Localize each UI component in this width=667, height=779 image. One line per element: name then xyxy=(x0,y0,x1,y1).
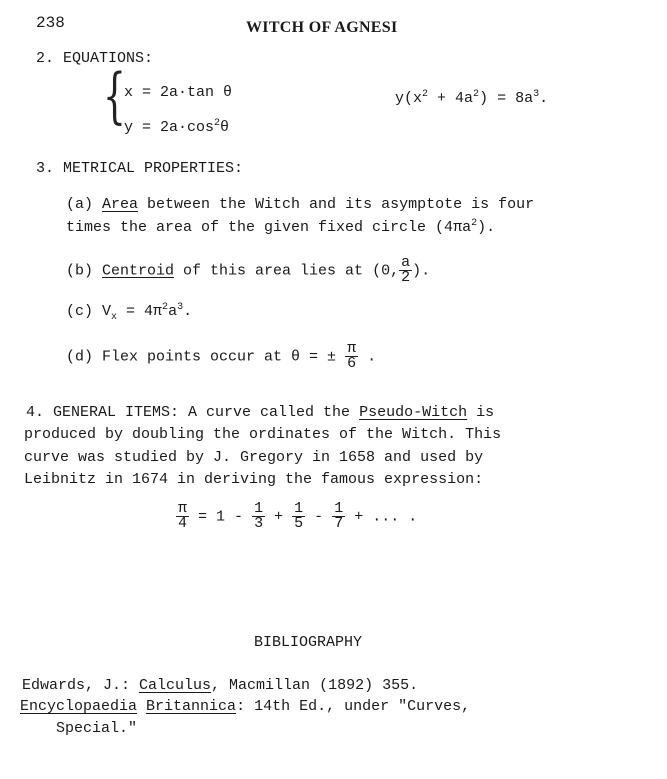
metrical-heading: 3. METRICAL PROPERTIES: xyxy=(36,160,244,177)
term-centroid: Centroid xyxy=(102,262,175,280)
property-a-line1: (a) Area between the Witch and its asymptote is four xyxy=(66,196,535,213)
term-area: Area xyxy=(102,196,139,213)
leibniz-series: $\frac{\pi}{4}$ = 1 - $\frac{1}{3}$ + $\frac{1}{5}$ - $\frac{1}{7}$ + ... . xyxy=(178,500,418,532)
bibliography-entry-britannica: Encyclopaedia Britannica: 14th Ed., under "Curves, xyxy=(20,698,471,715)
title-encyclopaedia: Encyclopaedia xyxy=(20,698,138,715)
title-calculus: Calculus xyxy=(139,677,212,694)
general-line2: produced by doubling the ordinates of the Witch. This xyxy=(24,426,502,443)
bibliography-heading: BIBLIOGRAPHY xyxy=(254,634,363,651)
property-a-line2: times the area of the given fixed circle $(4\pi a^2)$. xyxy=(66,218,496,236)
fraction-1-over-3: $\frac{1}{3}$ xyxy=(254,500,264,532)
fraction-1-over-5: $\frac{1}{5}$ xyxy=(294,500,304,532)
general-line4: Leibnitz in 1674 in deriving the famous expression: xyxy=(24,471,484,488)
page-title: WITCH OF AGNESI xyxy=(246,19,398,36)
fraction-1-over-7: $\frac{1}{7}$ xyxy=(334,500,344,532)
equations-heading: 2. EQUATIONS: xyxy=(36,50,154,67)
property-b: (b) Centroid of this area lies at (0, $\frac{a}{2}$ ). xyxy=(66,254,431,286)
bibliography-entry-britannica-cont: Special." xyxy=(56,720,138,737)
general-line1: 4. GENERAL ITEMS: A curve called the Pseudo-Witch is xyxy=(26,404,495,421)
equation-brace: { xyxy=(103,61,126,131)
property-d: (d) Flex points occur at θ = ± $\frac{\pi}{6}$ . xyxy=(66,340,377,372)
fraction-a-over-2: $\frac{a}{2}$ xyxy=(401,254,411,286)
page-number: 238 xyxy=(36,14,65,32)
general-line3: curve was studied by J. Gregory in 1658 and used by xyxy=(24,449,484,466)
equation-cartesian: $y(x^2 + 4a^2) = 8a^3$. xyxy=(395,89,549,107)
property-c: (c) $V_x = 4\pi^2a^3$. xyxy=(66,302,193,323)
term-pseudo-witch: Pseudo-Witch xyxy=(359,404,468,421)
title-britannica: Britannica xyxy=(146,698,237,715)
fraction-pi-over-4: $\frac{\pi}{4}$ xyxy=(178,500,188,532)
bibliography-entry-edwards: Edwards, J.: Calculus, Macmillan (1892) 355. xyxy=(22,677,419,694)
equation-x: x = 2a·tan θ xyxy=(124,84,233,101)
equation-y: $y = 2a\cdot\cos^2\theta$ xyxy=(124,118,230,136)
fraction-pi-over-6: $\frac{\pi}{6}$ xyxy=(347,340,357,372)
